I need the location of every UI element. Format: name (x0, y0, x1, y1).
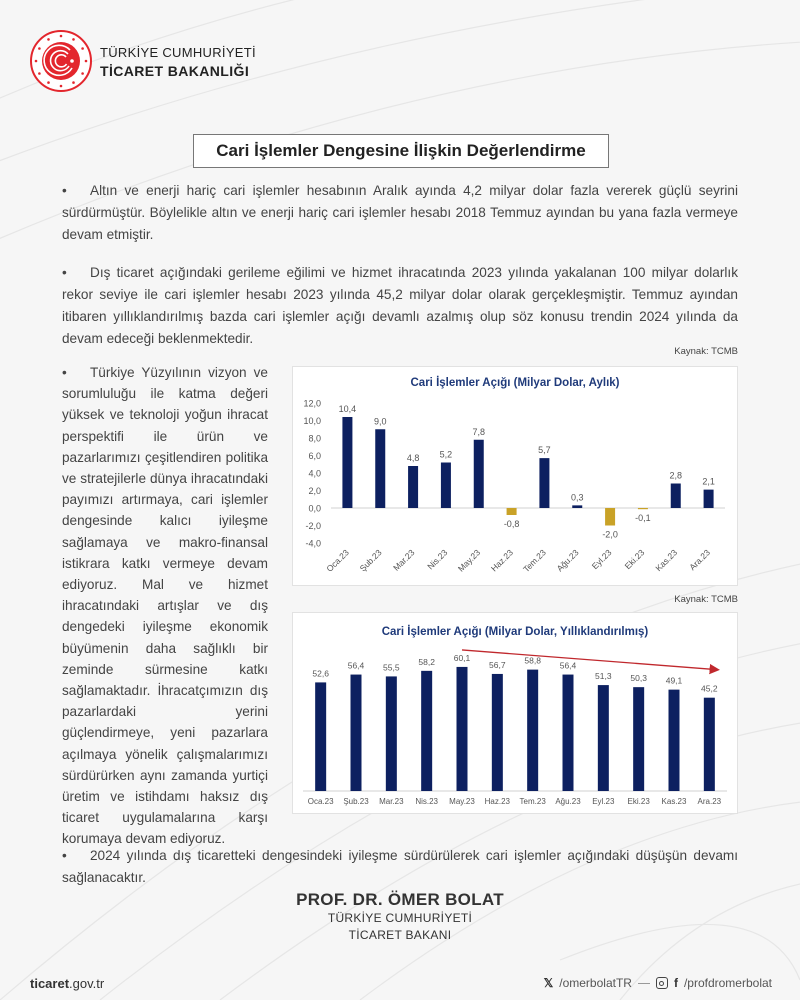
bar-Oca.23 (342, 417, 352, 508)
monthly-deficit-chart (292, 366, 738, 586)
x-tick-label: Haz.23 (484, 797, 511, 806)
x-tick-label: Oca.23 (307, 797, 334, 806)
instagram-icon (656, 977, 668, 989)
bar-Oca.23 (315, 682, 326, 791)
data-label: 58,8 (524, 655, 541, 666)
paragraph-3 (62, 362, 268, 850)
x-tick-label: Ağu.23 (554, 547, 581, 574)
data-label: -2,0 (602, 529, 618, 540)
data-label: 0,3 (570, 492, 584, 503)
x-tick-label: Eki.23 (627, 797, 650, 806)
bar-Mar.23 (408, 466, 418, 508)
data-label: 4,8 (406, 453, 420, 463)
website-bold: ticaret (30, 976, 70, 991)
x-tick-label: Nis.23 (425, 547, 450, 572)
bullet: • (62, 365, 67, 380)
x-tick-label: Mar.23 (379, 797, 404, 806)
signature-name: PROF. DR. ÖMER BOLAT (296, 890, 504, 909)
bullet: • (62, 183, 67, 198)
signature-block (0, 890, 800, 944)
chart-1-source: Kaynak: TCMB (674, 346, 738, 357)
bar-Eyl.23 (605, 508, 615, 526)
bar-May.23 (457, 667, 468, 791)
bar-Tem.23 (539, 458, 549, 508)
x-tick-label: Şub.23 (343, 797, 369, 806)
data-label: 45,2 (701, 683, 718, 694)
y-tick-label: -4,0 (305, 538, 321, 549)
brand-line-2: TİCARET BAKANLIĞI (100, 63, 250, 79)
separator-line (638, 983, 650, 984)
paragraph-3-text: Türkiye Yüzyılının vizyon ve sorumluluğu ile katma değeri yüksek ve teknoloji yoğun ihracat perspektifi ile ürün ve pazarlarımızı çeşitlendiren politika ve stratejilerle dünya ihracatındaki payımızı artırmaya, cari işlemler dengesinde kalıcı iyileşme sağlamaya ve makro-finansal istikrara katkı vermeye devam ediyoruz. Mal ve hizmet ihracatındaki artışlar ve dış dengedeki iyileşme ekonomik büyümenin daha sağlıklı bir zeminde sürmesine katkı sağlamaktadır. İhracatçımızın dış pazarlardaki yerini güçlendirmeye, yeni pazarlara açılmaya yönelik çalışmalarımızı sürdürürken aynı zamanda yurtiçi üretim ve istihdamı haksız dış ticaret uygulamalarına karşı korumaya devam ediyoruz. (62, 365, 268, 847)
page-title: Cari İşlemler Dengesine İlişkin Değerlendirme (193, 134, 609, 168)
x-tick-label: Şub.23 (357, 547, 384, 574)
brand-line-1: TÜRKİYE CUMHURİYETİ (100, 45, 256, 60)
bar-Şub.23 (351, 675, 362, 791)
x-tick-label: Eyl.23 (589, 547, 614, 572)
bar-Ağu.23 (563, 675, 574, 791)
data-label: 56,4 (559, 660, 577, 671)
data-label: 50,3 (630, 673, 647, 684)
data-label: 7,8 (472, 426, 486, 437)
data-label: 56,4 (347, 660, 365, 671)
y-tick-label: 0,0 (308, 503, 321, 514)
data-label: 55,5 (383, 662, 400, 673)
data-label: 60,1 (453, 652, 471, 663)
social-handles (544, 976, 772, 990)
bar-Eyl.23 (598, 685, 609, 791)
paragraph-2 (62, 262, 738, 350)
x-tick-label: Ara.23 (697, 797, 722, 806)
x-tick-label: Oca.23 (324, 547, 351, 574)
x-tick-label: Kas.23 (661, 797, 687, 806)
y-tick-label: 8,0 (308, 433, 321, 444)
bar-Eki.23 (633, 687, 644, 791)
x-tick-label: Tem.23 (521, 547, 548, 575)
x-tick-label: May.23 (449, 797, 475, 806)
paragraph-4 (62, 845, 738, 889)
bullet: • (62, 848, 67, 863)
facebook-icon: f (673, 976, 678, 990)
data-label: 58,2 (418, 656, 435, 667)
ministry-brand (100, 44, 256, 80)
x-tick-label: Kas.23 (653, 547, 680, 574)
y-tick-label: 6,0 (308, 451, 321, 461)
data-label: 51,3 (595, 671, 612, 682)
x-tick-label: Eyl.23 (592, 797, 615, 806)
chart-1-title: Cari İşlemler Açığı (Milyar Dolar, Aylık) (410, 377, 620, 389)
x-tick-label: Ağu.23 (555, 797, 581, 806)
bar-Mar.23 (386, 676, 397, 791)
ministry-emblem-icon (30, 30, 92, 92)
data-label: -0,1 (635, 512, 651, 523)
chart-2-source: Kaynak: TCMB (674, 594, 738, 605)
bar-Nis.23 (441, 463, 451, 509)
y-tick-label: 10,0 (303, 416, 321, 426)
y-tick-label: 12,0 (303, 398, 321, 409)
paragraph-4-text: 2024 yılında dış ticaretteki dengesindeki iyileşme sürdürülerek cari işlemler açığındaki düşüşün devamı sağlanacaktır. (62, 848, 738, 885)
bar-Ara.23 (704, 490, 714, 508)
paragraph-1-text: Altın ve enerji hariç cari işlemler hesabının Aralık ayında 4,2 milyar dolar fazla vererek güçlü seyrini sürdürmüştür. Böylelikle altın ve enerji hariç cari işlemler hesabı 2018 Temmuz ayından bu yana fazla vermeye devam etmiştir. (62, 183, 738, 242)
x-icon: 𝕏 (543, 976, 554, 990)
signature-line-1: TÜRKİYE CUMHURİYETİ (327, 911, 473, 925)
paragraph-1 (62, 180, 738, 246)
data-label: 49,1 (665, 675, 683, 686)
y-tick-label: -2,0 (305, 521, 321, 531)
data-label: 10,4 (338, 404, 357, 414)
y-tick-label: 4,0 (308, 468, 321, 479)
chart-2-title: Cari İşlemler Açığı (Milyar Dolar, Yıllıklandırılmış) (381, 626, 649, 638)
bar-Ağu.23 (572, 505, 582, 508)
data-label: 2,1 (702, 476, 715, 487)
bullet: • (62, 265, 67, 280)
bar-Ara.23 (704, 698, 715, 791)
bar-Tem.23 (527, 670, 538, 791)
x-tick-label: Mar.23 (391, 547, 417, 573)
x-tick-label: Eki.23 (622, 547, 647, 572)
data-label: 56,7 (489, 659, 506, 670)
bar-Kas.23 (669, 690, 680, 791)
x-tick-label: Tem.23 (519, 797, 546, 806)
data-label: -0,8 (503, 519, 520, 529)
data-label: 5,2 (439, 449, 453, 460)
website-link[interactable] (30, 976, 104, 991)
data-label: 52,6 (312, 668, 329, 679)
x-tick-label: May.23 (455, 547, 483, 574)
bar-Eki.23 (638, 508, 648, 509)
bar-Haz.23 (492, 674, 503, 791)
annualized-deficit-chart (292, 612, 738, 814)
x-tick-label: Haz.23 (488, 547, 515, 574)
ig-fb-handle[interactable]: /profdromerbolat (683, 976, 772, 990)
data-label: 5,7 (538, 445, 551, 456)
y-tick-label: 2,0 (308, 486, 321, 496)
data-label: 9,0 (373, 416, 387, 427)
data-label: 2,8 (669, 470, 683, 481)
x-tick-label: Ara.23 (687, 547, 712, 573)
bar-Şub.23 (375, 429, 385, 508)
x-tick-label: Nis.23 (415, 797, 439, 806)
bar-Nis.23 (421, 671, 432, 791)
x-handle[interactable]: /omerbolatTR (559, 976, 632, 990)
bar-May.23 (474, 440, 484, 508)
signature-line-2: TİCARET BAKANI (348, 928, 452, 942)
bar-Haz.23 (507, 508, 517, 515)
website-domain: .gov.tr (69, 976, 105, 991)
paragraph-2-text: Dış ticaret açığındaki gerileme eğilimi ve hizmet ihracatında 2023 yılında yakalanan 100 milyar dolarlık rekor seviye ile cari işlemler hesabı 2023 yılında 45,2 milyar dolar olarak gerçekleşmiştir. Temmuz ayından itibaren yıllıklandırılmış bazda cari işlemler açığı devamlı azalmış olup söz konusu trendin 2024 yılında da devam edeceği beklenmektedir. (62, 265, 738, 346)
bar-Kas.23 (671, 484, 681, 509)
